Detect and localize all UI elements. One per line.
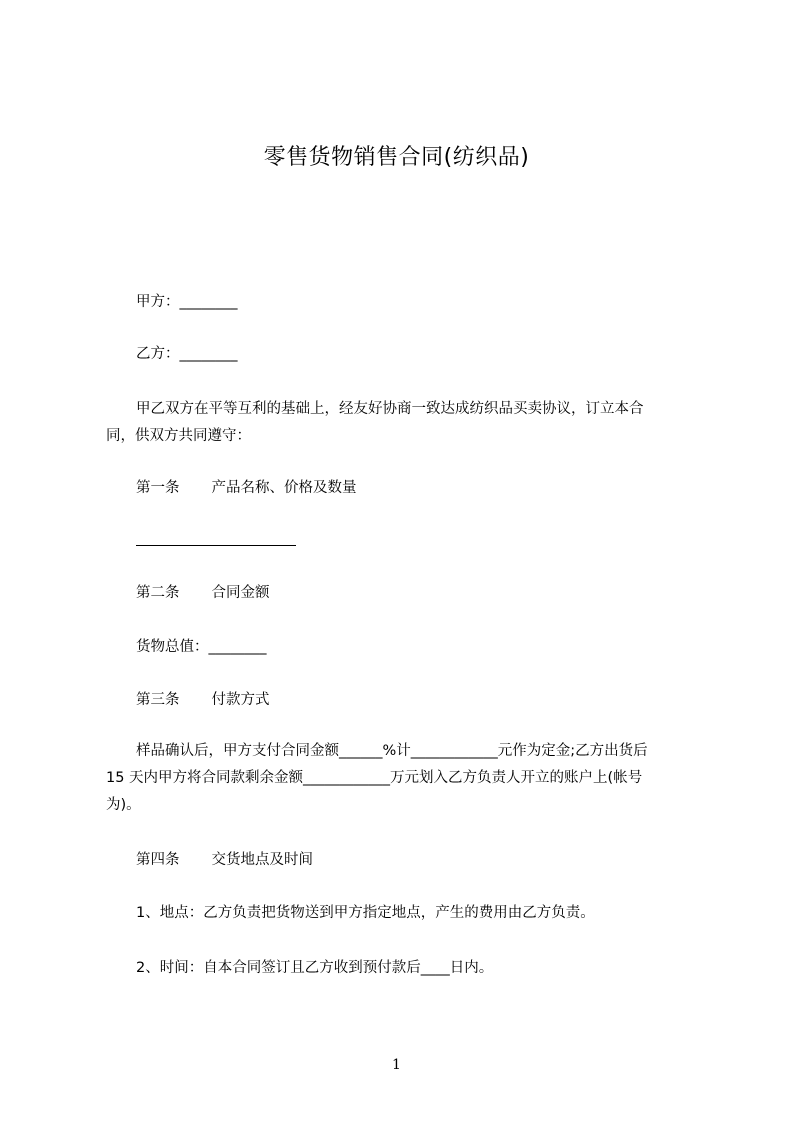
payment-line-2: 15 天内甲方将合同款剩余金额____________万元划入乙方负责人开立的账户上(帐号 [106,770,643,786]
intro-line-2: 同，供双方共同遵守： [106,428,251,444]
article-3-heading [136,689,270,711]
article-1-number: 第一条 [136,480,180,496]
article-1-heading [136,477,357,499]
intro-line-1: 甲乙双方在平等互利的基础上，经友好协商一致达成纺织品买卖协议，订立本合 [136,401,644,417]
delivery-time-item: 2、时间：自本合同签订且乙方收到预付款后____日内。 [136,960,494,976]
delivery-location-item: 1、地点：乙方负责把货物送到甲方指定地点，产生的费用由乙方负责。 [136,905,595,921]
article-4-number: 第四条 [136,852,180,868]
article-2-number: 第二条 [136,585,180,601]
payment-paragraph [106,738,706,819]
article-1-title: 产品名称、价格及数量 [211,480,357,496]
article-4-heading [136,849,313,871]
payment-line-3: 为)。 [106,797,141,813]
party-a-line: 甲方：________ [136,294,238,310]
party-b-line: 乙方：________ [136,346,238,362]
article-3-title: 付款方式 [211,692,270,708]
article-2-title: 合同金额 [211,585,270,601]
intro-paragraph [106,396,706,450]
document-title: 零售货物销售合同(纺织品) [263,145,530,170]
page-number: 1 [392,1057,401,1073]
payment-line-1: 样品确认后，甲方支付合同金额______%计____________元作为定金;乙方出货后 [136,743,648,759]
total-value-line: 货物总值：________ [136,639,267,655]
product-blank-line [136,545,296,546]
article-3-number: 第三条 [136,692,180,708]
article-4-title: 交货地点及时间 [211,852,313,868]
article-2-heading [136,582,270,604]
